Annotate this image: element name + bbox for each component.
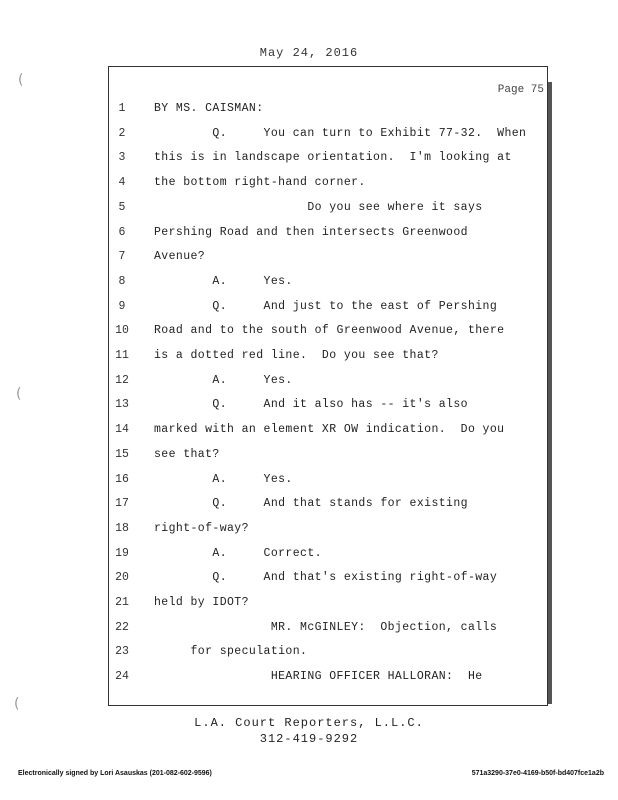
line-text: Pershing Road and then intersects Greenwood — [154, 225, 468, 239]
line-text: Q. You can turn to Exhibit 77-32. When — [154, 126, 527, 140]
line-number: 21 — [115, 596, 129, 609]
line-number: 17 — [115, 497, 129, 511]
line-text: A. Yes. — [154, 472, 293, 486]
scan-mark-icon: ( — [14, 696, 20, 712]
line-number: 2 — [118, 126, 126, 140]
transcript-line — [108, 300, 548, 320]
transcript-line — [108, 349, 548, 369]
line-text: Avenue? — [154, 250, 206, 264]
transcript-line — [108, 596, 548, 616]
transcript-line — [108, 645, 548, 665]
transcript-line — [108, 250, 548, 270]
transcript-line — [108, 226, 548, 246]
transcript-line — [108, 423, 548, 443]
line-text: Do you see where it says — [154, 200, 483, 214]
line-text: this is in landscape orientation. I'm looking at — [154, 151, 512, 165]
line-number: 24 — [115, 670, 129, 684]
line-number: 5 — [118, 200, 126, 214]
line-text: held by IDOT? — [154, 596, 249, 609]
line-number: 18 — [115, 521, 129, 535]
line-number: 7 — [118, 250, 126, 264]
line-number: 23 — [115, 645, 129, 659]
transcript-line — [108, 547, 548, 567]
line-number: 20 — [115, 571, 129, 585]
transcript-line — [108, 448, 548, 468]
transcript-line — [108, 201, 548, 221]
footer-phone: 312-419-9292 — [259, 732, 359, 746]
line-text: A. Yes. — [154, 274, 293, 288]
line-text: right-of-way? — [154, 521, 249, 535]
line-text: Road and to the south of Greenwood Avenue, there — [154, 324, 505, 338]
line-number: 3 — [118, 151, 126, 165]
page-frame-shadow — [548, 82, 552, 704]
line-text: A. Yes. — [154, 373, 293, 387]
page-number: Page 75 — [497, 84, 544, 96]
transcript-line — [108, 571, 548, 591]
line-number: 4 — [118, 176, 126, 190]
transcript-line — [108, 670, 548, 690]
line-number: 14 — [115, 423, 129, 437]
line-text: Q. And it also has -- it's also — [154, 398, 468, 412]
line-text: A. Correct. — [154, 546, 322, 560]
line-number: 9 — [118, 299, 126, 313]
line-text: Q. And just to the east of Pershing — [154, 299, 498, 313]
transcript-line — [108, 522, 548, 542]
line-text: HEARING OFFICER HALLORAN: He — [154, 670, 483, 684]
line-text: for speculation. — [154, 645, 308, 659]
scan-mark-icon: ( — [18, 72, 24, 88]
transcript-line — [108, 151, 548, 171]
line-number: 8 — [118, 274, 126, 288]
line-text: BY MS. CAISMAN: — [154, 102, 264, 115]
line-number: 19 — [115, 546, 129, 560]
transcript-line — [108, 374, 548, 394]
transcript-line — [108, 102, 548, 122]
line-text: is a dotted red line. Do you see that? — [154, 349, 439, 362]
transcript-line — [108, 324, 548, 344]
scan-mark-icon: ( — [16, 386, 22, 402]
line-number: 15 — [115, 447, 129, 461]
line-text: Q. And that's existing right-of-way — [154, 571, 498, 585]
line-number: 11 — [115, 349, 129, 362]
transcript-line — [108, 176, 548, 196]
transcript-line — [108, 275, 548, 295]
electronic-signature: Electronically signed by Lori Asauskas (201-082-602-9596) — [18, 770, 212, 777]
line-number: 12 — [115, 373, 129, 387]
transcript-line — [108, 398, 548, 418]
transcript-line — [108, 497, 548, 517]
line-number: 22 — [115, 620, 129, 634]
line-text: Q. And that stands for existing — [154, 497, 468, 511]
header-date: May 24, 2016 — [259, 46, 359, 60]
transcript-line — [108, 473, 548, 493]
line-number: 16 — [115, 472, 129, 486]
footer-company: L.A. Court Reporters, L.L.C. — [194, 716, 424, 730]
transcript-line — [108, 621, 548, 641]
document-hash: 571a3290-37e0-4169-b50f-bd407fce1a2b — [471, 770, 604, 777]
line-text: MR. McGINLEY: Objection, calls — [154, 620, 498, 634]
line-text: the bottom right-hand corner. — [154, 176, 366, 190]
transcript-line — [108, 127, 548, 147]
line-number: 13 — [115, 398, 129, 412]
line-text: marked with an element XR OW indication. Do you — [154, 423, 505, 437]
line-number: 10 — [115, 324, 129, 338]
line-number: 6 — [118, 225, 126, 239]
line-number: 1 — [118, 102, 126, 115]
line-text: see that? — [154, 447, 220, 461]
